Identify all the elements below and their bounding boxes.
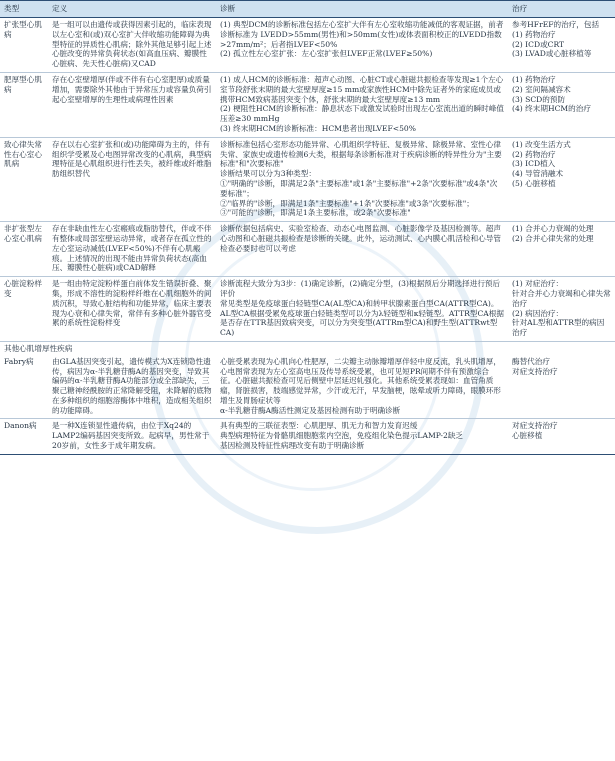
cell-diagnosis: 诊断依据包括病史、实验室检查、动态心电图监测、心脏影像学及基因检测等。超声心动图和心脏磁共振检查是诊断的关键。此外，运动测试、心内膜心肌活检和心导管检查必要时也可以考虑: [216, 222, 508, 277]
section-row: [0, 341, 615, 354]
header-treatment: 治疗: [508, 1, 615, 18]
cell-type: 非扩张型左心室心肌病: [0, 222, 48, 277]
cell-treatment: (1) 药物治疗 (2) 室间隔减容术 (3) SCD的预防 (4) 终末期HCM的治疗: [508, 72, 615, 137]
cell-type: 心脏淀粉样变: [0, 277, 48, 342]
cell-treatment: (1) 合并心力衰竭的处理 (2) 合并心律失常的处理: [508, 222, 615, 277]
cell-treatment: 对症支持治疗 心脏移植: [508, 419, 615, 454]
table-row: [0, 277, 615, 342]
cell-diagnosis: (1) 典型DCM的诊断标准包括左心室扩大伴有左心室收缩功能减低的客观证据，前者诊断标准为 LVEDD>55mm(男性)和>50mm(女性)或体表面积校正的LVEDD指数>27mm/m²；后者指LVEF<50% (2) 孤立性左心室扩张：左心室扩张但LVEF正常(LVEF≥50%): [216, 18, 508, 73]
header-definition: 定义: [48, 1, 216, 18]
cell-type: Fabry病: [0, 355, 48, 419]
cell-definition: 存在非缺血性左心室瘢痕或脂肪替代，伴或不伴有整体或局部室壁运动异常，或者存在孤立性的左心室运动减低(LVEF<50%)不伴有心肌瘢痕。上述情况的出现不能由异常负荷状态(高血压、瓣膜性心脏病)或CAD解释: [48, 222, 216, 277]
cell-definition: 由GLA基因突变引起，遗传模式为X连锁隐性遗传，病因为α-半乳糖苷酶A的基因突变，导致其编码的α-半乳糖苷酶A功能部分或全部缺失，三聚己糖神经酰胺的正常降解受阻，未降解的底物在多种组织的细胞溶酶体中堆积，造成相关组织的功能障碍。: [48, 355, 216, 419]
cell-definition: 是一种X连锁显性遗传病，由位于Xq24的LAMP2编码基因突变所致。起病早，男性常于20岁前，女性多于成年期发病。: [48, 419, 216, 454]
table-row: [0, 72, 615, 137]
table-row: [0, 222, 615, 277]
header-diagnosis: 诊断: [216, 1, 508, 18]
cell-definition: 存在以右心室扩张和(或)功能障碍为主的，伴有组织学受累及心电图异常改变的心肌病，典型病理特征是心肌组织进行性丢失，被纤维或纤维脂肪组织替代: [48, 137, 216, 221]
table-row: [0, 355, 615, 419]
cell-type: 肥厚型心肌病: [0, 72, 48, 137]
cell-diagnosis: 诊断标准包括心室形态功能异常、心肌组织学特征、复极异常、除极异常、室性心律失常、家族史或遗传检测6大类，根据每条诊断标准对于疾病诊断的特异性分为"主要标准"和"次要标准" 诊断结果可以分为3种类型： ①"明确的"诊断，即满足2条"主要标准"或1条"主要标准"+2条"次要标准"或4条"次要标准"； ②"临界的"诊断，即满足1条"主要标准"+1条"次要标准"或3条"次要标准"； ③"可能的"诊断，即满足1条主要标准，或2条"次要标准": [216, 137, 508, 221]
table-row: [0, 419, 615, 454]
cell-treatment: (1) 改变生活方式 (2) 药物治疗 (3) ICD植入 (4) 导管消融术 (5) 心脏移植: [508, 137, 615, 221]
header-type: 类型: [0, 1, 48, 18]
cell-type: Danon病: [0, 419, 48, 454]
cell-type: 致心律失常性右心室心肌病: [0, 137, 48, 221]
cell-diagnosis: (1) 成人HCM的诊断标准：超声心动图、心脏CT或心脏磁共振检查等发现≥1个左心室节段舒张末期的最大室壁厚度≥15 mm或家族性HCM中除先证者外的家庭成员或携带HCM致病基因突变个体，舒张末期的最大室壁厚度≥13 mm (2) 梗阻性HCM的诊断标准：静息状态下或激发试验时出现左心室流出道的瞬时峰值压差≥30 mmHg (3) 终末期HCM的诊断标准：HCM患者出现LVEF<50%: [216, 72, 508, 137]
cell-definition: 存在心室壁增厚(伴或不伴有右心室肥厚)或质量增加，需要除外其他由于异常压力或容量负荷引起心室壁增厚的生理性或病理性因素: [48, 72, 216, 137]
table-header-row: [0, 1, 615, 18]
cell-diagnosis: 具有典型的三联征表型：心肌肥厚、肌无力和智力发育迟缓 典型病理特征为骨骼肌细胞胞浆内空泡，免疫组化染色提示LAMP-2缺乏 基因检测及特征性病理改变有助于明确诊断: [216, 419, 508, 454]
cell-treatment: 参考HFrEF的治疗，包括 (1) 药物治疗 (2) ICD或CRT (3) LVAD或心脏移植等: [508, 18, 615, 73]
table-row: [0, 137, 615, 221]
cell-treatment: 酶替代治疗 对症支持治疗: [508, 355, 615, 419]
cell-diagnosis: 诊断流程大致分为3步：(1)确定诊断，(2)确定分型，(3)根据预后分期选择进行预后评价 常见类型是免疫球蛋白轻链型CA(AL型CA)和转甲状腺素蛋白型CA(ATTR型CA)。AL型CA根据受累免疫球蛋白轻链类型可以分为λ轻链型和κ轻链型。ATTR型CA根据是否存在TTR基因致病突变，可以分为突变型(ATTRm型CA)和野生型(ATTRwt型CA): [216, 277, 508, 342]
cell-definition: 是一组可以由遗传或获得因素引起的，临床表现以左心室和(或)双心室扩大伴收缩功能障碍为典型特征的异质性心肌病；除外其他足够引起上述心脏改变的异常负荷状态(如高血压病、瓣膜性心脏病、先天性心脏病)又CAD: [48, 18, 216, 73]
cell-type: 扩张型心肌病: [0, 18, 48, 73]
cell-diagnosis: 心脏受累表现为心肌向心性肥厚，二尖瓣主动脉瓣增厚伴轻中度反流，乳头肌增厚，心电图常表现为左心室高电压及传导系统受累，也可见短PR间期不伴有预激综合征。心脏磁共振检查可见后侧壁中层延迟轧强化。其他系统受累表现如：血管角质瘤，肾脏损害，肢端感觉异常，少汗或无汗，早发脑梗，眩晕或听力障碍，眼膜环形增生及胃肠症状等 α-半乳糖苷酶A酶活性测定及基因检测有助于明确诊断: [216, 355, 508, 419]
table-row: [0, 18, 615, 73]
cell-treatment: (1) 对症治疗： 针对合并心力衰竭和心律失常治疗 (2) 病因治疗： 针对AL型和ATTR型的病因治疗: [508, 277, 615, 342]
cell-definition: 是一组由特定淀粉样蛋白前体发生错误折叠、聚集，形成不溶性的淀粉样纤维在心肌细胞外的间质沉积，导致心脏结构和功能异常，临床主要表现为心衰和心律失常，常伴有多种心脏外器官受累的系统性淀粉样变: [48, 277, 216, 342]
section-title: 其他心肌增厚性疾病: [4, 343, 73, 353]
